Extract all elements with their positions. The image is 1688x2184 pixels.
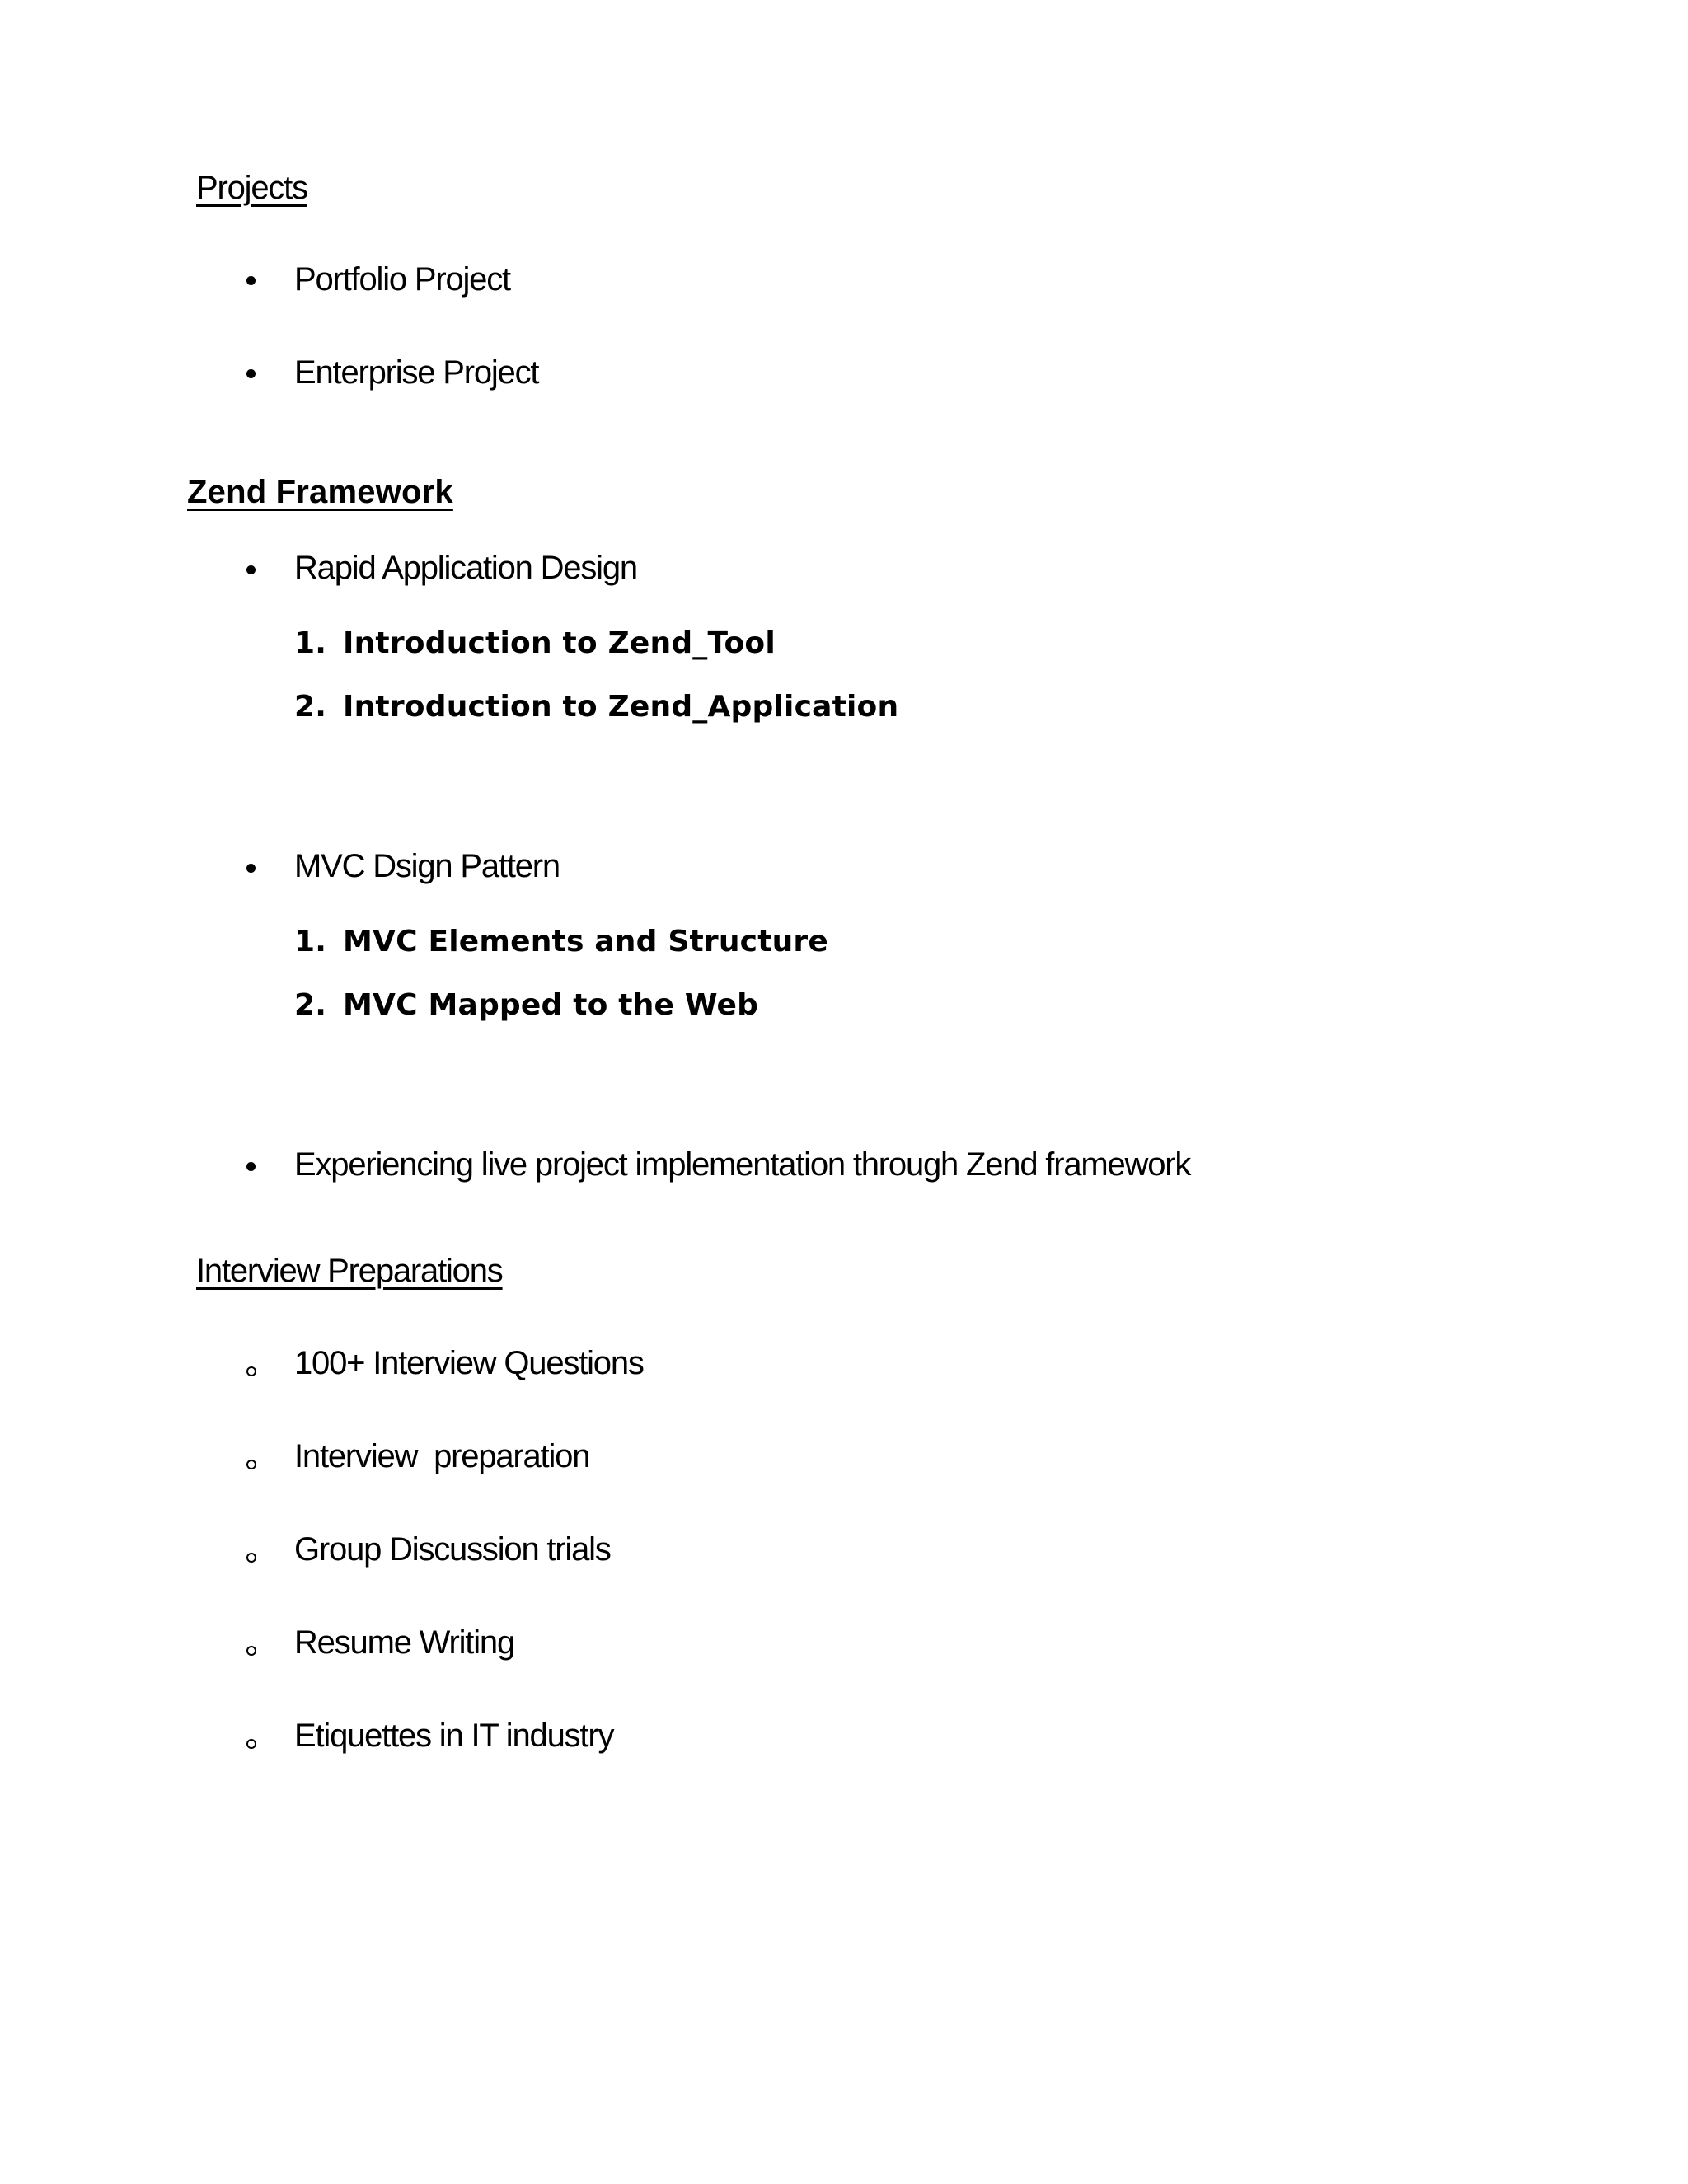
- interview-preparations-heading: Interview Preparations: [196, 1253, 503, 1289]
- list-item-mvc-design-pattern: MVC Dsign Pattern: [294, 848, 560, 884]
- sub-item-number: 2.: [294, 988, 327, 1022]
- list-item-group-discussion: Group Discussion trials: [294, 1531, 611, 1568]
- filled-bullet-icon: [246, 1162, 256, 1171]
- sub-item-mvc-elements: MVC Elements and Structure: [343, 925, 829, 958]
- sub-item-number: 1.: [294, 925, 327, 958]
- list-item-portfolio-project: Portfolio Project: [294, 261, 510, 298]
- projects-heading: Projects: [196, 170, 307, 206]
- hollow-circle-bullet-icon: [246, 1646, 256, 1656]
- list-item-live-project: Experiencing live project implementation through Zend framework: [294, 1146, 1191, 1183]
- hollow-circle-bullet-icon: [246, 1366, 256, 1376]
- sub-item-zend-application: Introduction to Zend_Application: [343, 690, 899, 724]
- list-item-interview-preparation: Interview preparation: [294, 1438, 590, 1474]
- zend-framework-heading: Zend Framework: [187, 474, 453, 510]
- filled-bullet-icon: [246, 565, 256, 574]
- list-item-resume-writing: Resume Writing: [294, 1624, 514, 1661]
- filled-bullet-icon: [246, 369, 256, 378]
- list-item-enterprise-project: Enterprise Project: [294, 354, 539, 391]
- sub-item-zend-tool: Introduction to Zend_Tool: [343, 626, 776, 660]
- sub-item-number: 1.: [294, 626, 327, 660]
- filled-bullet-icon: [246, 276, 256, 285]
- hollow-circle-bullet-icon: [246, 1460, 256, 1469]
- list-item-rapid-application-design: Rapid Application Design: [294, 550, 637, 586]
- list-item-interview-questions: 100+ Interview Questions: [294, 1345, 644, 1381]
- list-item-etiquettes: Etiquettes in IT industry: [294, 1718, 614, 1754]
- hollow-circle-bullet-icon: [246, 1739, 256, 1749]
- sub-item-mvc-mapped: MVC Mapped to the Web: [343, 988, 759, 1022]
- filled-bullet-icon: [246, 864, 256, 873]
- hollow-circle-bullet-icon: [246, 1553, 256, 1563]
- sub-item-number: 2.: [294, 690, 327, 724]
